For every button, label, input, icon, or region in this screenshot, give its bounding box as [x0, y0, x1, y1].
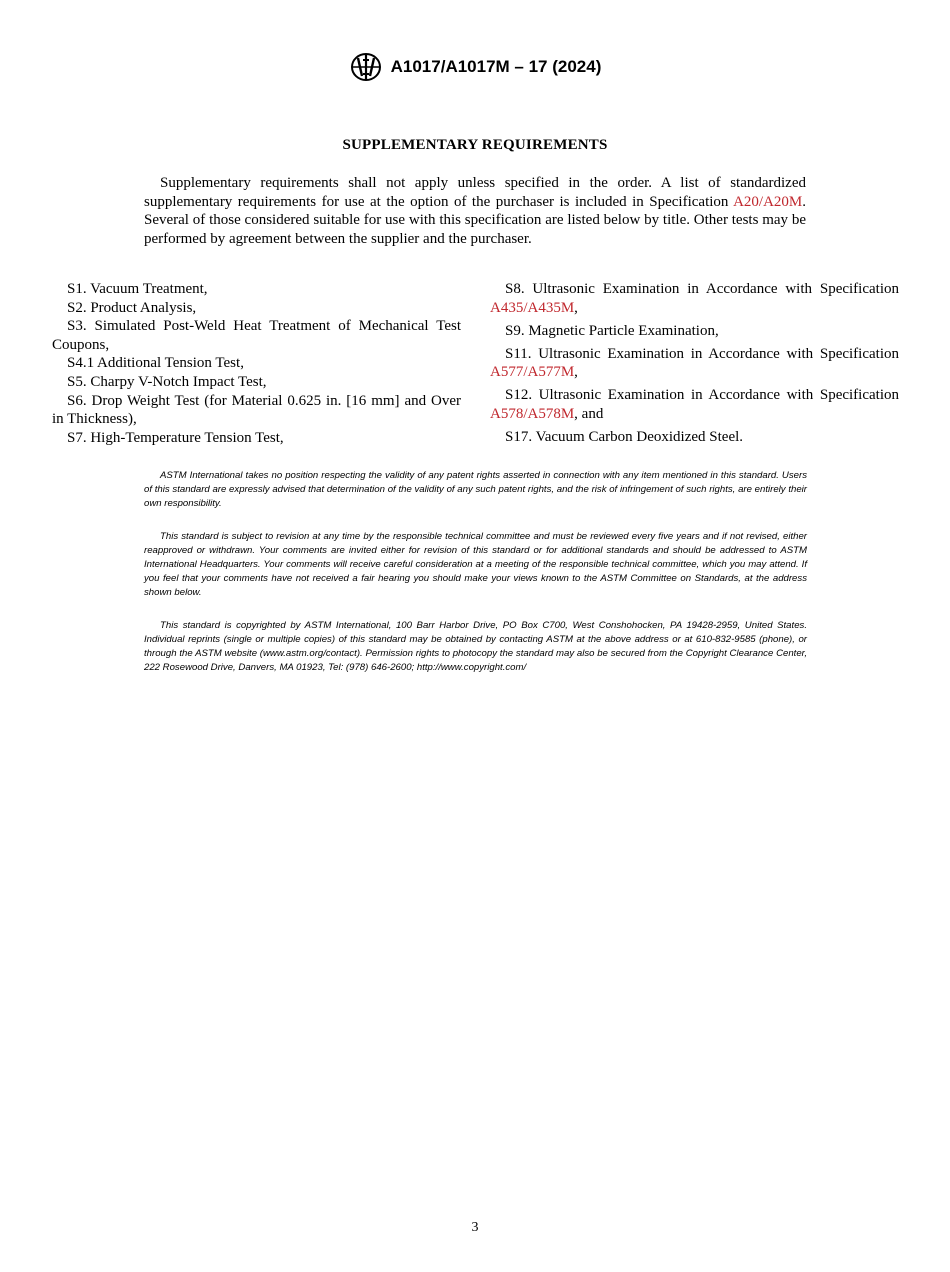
requirement-item: S4.1 Additional Tension Test,	[67, 355, 244, 372]
revision-notice: This standard is subject to revision at any time by the responsible technical committee and must be reviewed every five years and if not revised, either reapproved or withdrawn. Your comments are invited either for revision of this standard or for additional standards and should be addressed to ASTM International Headquarters. Your comments will receive careful consideration at a meeting of the responsible technical committee, which you may attend. If you feel that your comments have not received a fair hearing you should make your views known to the ASTM Committee on Standards, at the address shown below.	[144, 531, 807, 598]
requirements-right-column	[490, 280, 899, 451]
spec-link-a435[interactable]: A435/A435M	[490, 299, 575, 316]
requirement-item: S12. Ultrasonic Examination in Accordance with Specification A578/A578M, and	[490, 387, 899, 423]
patent-notice: ASTM International takes no position respecting the validity of any patent rights asserted in connection with any item mentioned in this standard. Users of this standard are expressly advised that determination of the validity of any such patent rights, and the risk of infringement of such rights, are entirely their own responsibility.	[144, 470, 807, 509]
requirement-item: S11. Ultrasonic Examination in Accordance with Specification A577/A577M,	[490, 345, 899, 381]
page-number: 3	[471, 1220, 479, 1235]
requirement-item: S7. High-Temperature Tension Test,	[67, 429, 284, 446]
requirement-item: S17. Vacuum Carbon Deoxidized Steel.	[505, 429, 744, 446]
copyright-notice: This standard is copyrighted by ASTM International, 100 Barr Harbor Drive, PO Box C700, West Conshohocken, PA 19428-2959, United States. Individual reprints (single or multiple copies) of this standard may be obtained by contacting ASTM at the above address or at 610-832-9585 (phone), or through the ASTM website (www.astm.org/contact). Permission rights to photocopy the standard may also be secured from the Copyright Clearance Center, 222 Rosewood Drive, Danvers, MA 01923, Tel: (978) 646-2600; http://www.copyright.com/	[144, 620, 807, 673]
section-title: SUPPLEMENTARY REQUIREMENTS	[342, 137, 608, 153]
intro-paragraph: Supplementary requirements shall not apply unless specified in the order. A list of standardized supplementary requirements for use at the option of the purchaser is included in Specification A20/A20M. Several of those considered suitable for use with this specification are listed below by title. Other tests may be performed by agreement between the supplier and the purchaser.	[144, 175, 806, 247]
spec-link-a577[interactable]: A577/A577M	[490, 364, 575, 381]
document-designation: A1017/A1017M – 17 (2024)	[390, 57, 602, 76]
requirement-item: S9. Magnetic Particle Examination,	[505, 322, 719, 339]
spec-link-a20[interactable]: A20/A20M	[733, 193, 803, 210]
astm-logo-icon	[349, 52, 383, 82]
requirement-item: S8. Ultrasonic Examination in Accordance with Specification A435/A435M,	[490, 281, 899, 316]
spec-link-a578[interactable]: A578/A578M	[490, 406, 575, 423]
requirement-item: S3. Simulated Post-Weld Heat Treatment of Mechanical Test Coupons,	[52, 318, 461, 353]
requirements-left-column	[52, 280, 461, 447]
requirement-item: S5. Charpy V-Notch Impact Test,	[67, 373, 267, 390]
requirement-item: S1. Vacuum Treatment,	[67, 281, 208, 297]
page-header	[0, 52, 950, 82]
requirement-item: S6. Drop Weight Test (for Material 0.625 in. [16 mm] and Over in Thickness),	[52, 392, 461, 428]
requirement-item: S2. Product Analysis,	[67, 299, 197, 316]
